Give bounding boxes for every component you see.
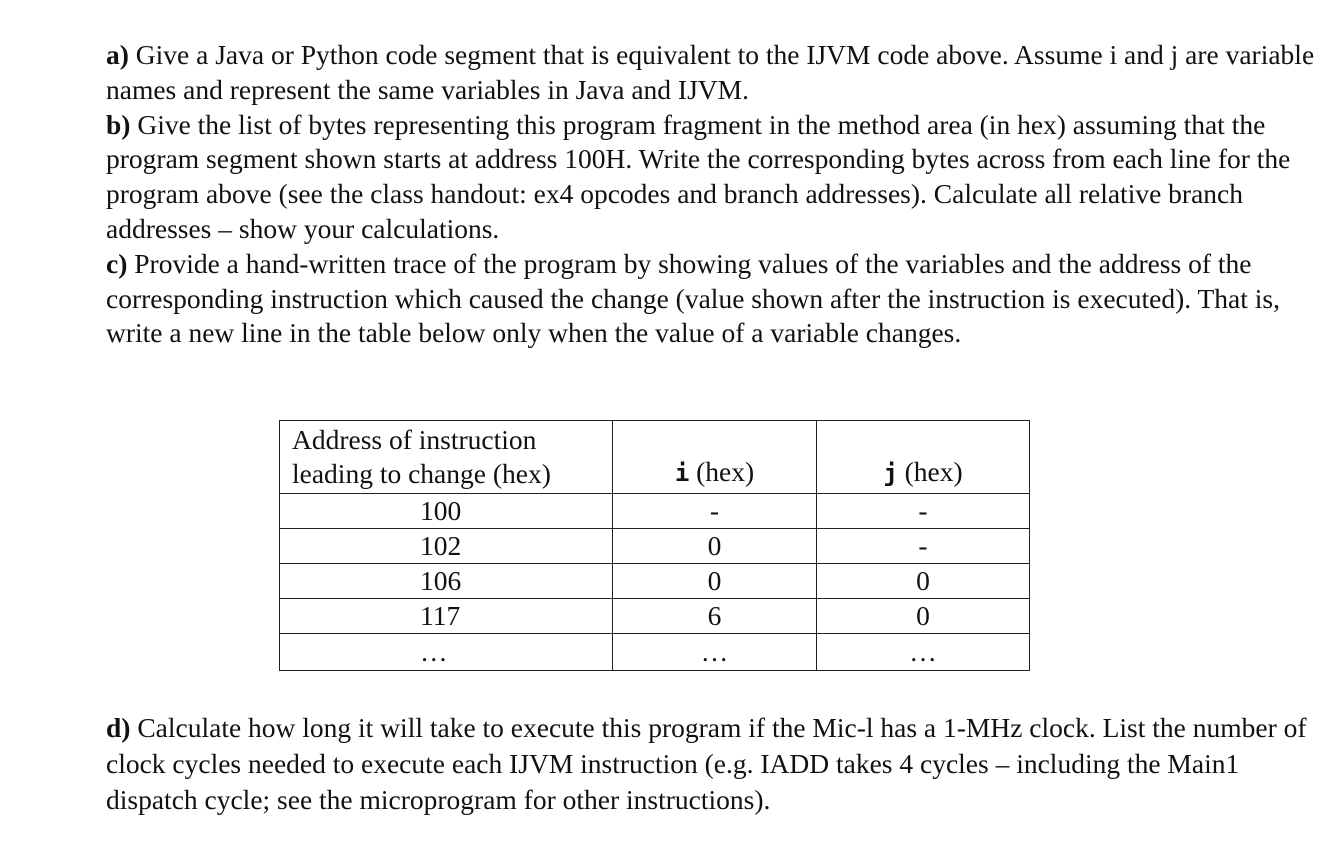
question-d-text: Calculate how long it will take to execute this program if the Mic-l has a 1-MHz clock. List the number of clock cycles needed to execute each IJVM instruction (e.g. IADD takes 4 cycles – including the Main1 dispatch cycle; see the microprogram for other instructions).	[106, 712, 1307, 815]
question-a-text: Give a Java or Python code segment that is equivalent to the IJVM code above. Assume i and j are variable names and represent the same variables in Java and IJVM.	[106, 39, 1315, 105]
question-b-text: Give the list of bytes representing this program fragment in the method area (in hex) assuming that the program segment shown starts at address 100H. Write the corresponding bytes across from each line for the program above (see the class handout: ex4 opcodes and branch addresses). Calculate all relative branch addresses – show your calculations.	[106, 108, 1291, 244]
question-d-label: d)	[106, 712, 131, 743]
cell-address: 100	[280, 494, 613, 529]
trace-table-header	[280, 421, 1030, 494]
cell-address: 117	[280, 599, 613, 634]
cell-i: 0	[613, 564, 817, 599]
question-c-text: Provide a hand-written trace of the program by showing values of the variables and the address of the corresponding instruction which caused the change (value shown after the instruction is executed). That is, write a new line in the table below only when the value of a variable changes.	[106, 247, 1281, 349]
header-i-var: i	[674, 459, 690, 487]
table-row-ellipsis	[280, 634, 1030, 671]
header-i	[613, 421, 817, 494]
cell-i: 6	[613, 599, 817, 634]
table-row	[280, 494, 1030, 529]
question-a-label: a)	[106, 39, 129, 70]
header-i-unit: (hex)	[689, 456, 755, 487]
question-d	[106, 710, 1321, 818]
cell-address-ellipsis: …	[280, 634, 613, 671]
header-address-line2: leading to change (hex)	[292, 458, 551, 489]
question-b-label: b)	[106, 108, 131, 140]
cell-j-ellipsis: …	[817, 634, 1030, 671]
cell-j: 0	[817, 564, 1030, 599]
cell-i: -	[613, 494, 817, 529]
table-row	[280, 564, 1030, 599]
header-address	[280, 421, 613, 494]
trace-table	[279, 420, 1030, 671]
cell-j: -	[817, 494, 1030, 529]
question-b	[106, 108, 1321, 247]
header-j	[817, 421, 1030, 494]
cell-address: 102	[280, 529, 613, 564]
question-list	[106, 38, 1321, 351]
cell-i-ellipsis: …	[613, 634, 817, 671]
question-c	[106, 247, 1321, 351]
question-a	[106, 38, 1321, 108]
header-j-unit: (hex)	[897, 456, 963, 487]
cell-j: -	[817, 529, 1030, 564]
cell-i: 0	[613, 529, 817, 564]
question-c-label: c)	[106, 247, 128, 279]
cell-j: 0	[817, 599, 1030, 634]
table-row	[280, 529, 1030, 564]
table-row	[280, 599, 1030, 634]
header-j-var: j	[883, 459, 898, 487]
header-address-line1: Address of instruction	[292, 424, 537, 455]
cell-address: 106	[280, 564, 613, 599]
